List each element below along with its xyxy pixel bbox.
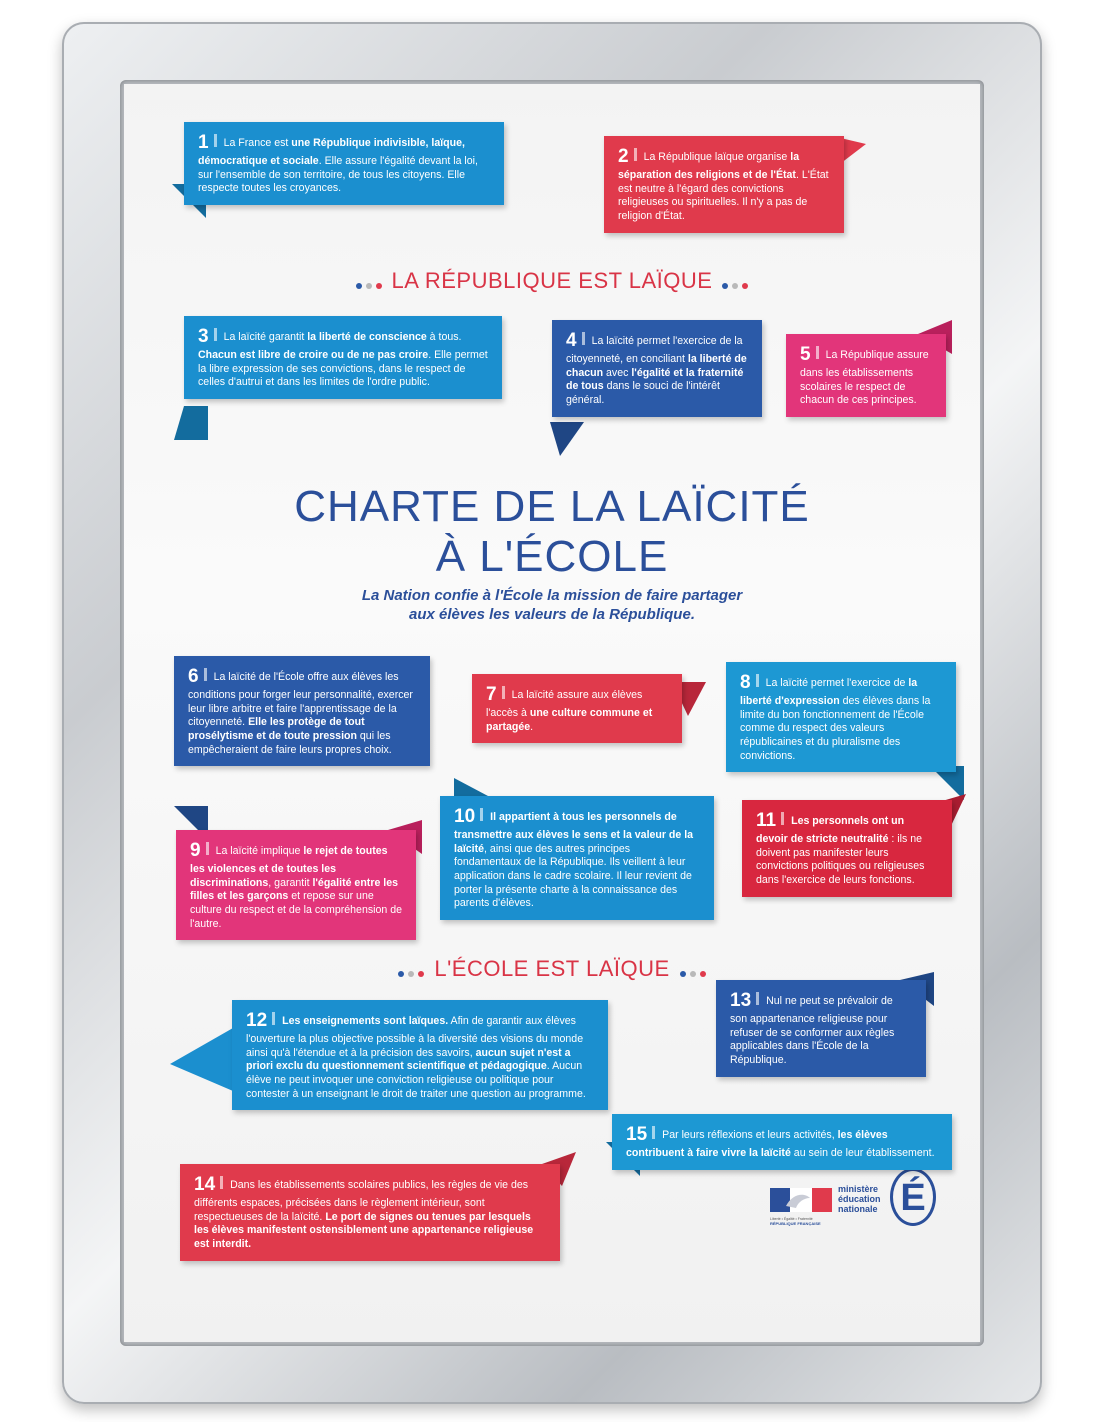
article-body xyxy=(742,800,952,897)
article-emphasis: le rejet de toutes les violences et de toutes les discriminations xyxy=(190,845,388,889)
article-text: : ils ne doivent pas manifester leurs convictions politiques ou religieuses dans l'exercice de leurs fonctions. xyxy=(756,833,925,886)
article-15 xyxy=(612,1114,952,1170)
decorative-dots xyxy=(354,269,384,295)
article-body xyxy=(552,320,762,417)
poster-frame xyxy=(62,22,1042,1404)
article-number: 4 xyxy=(566,330,577,351)
article-14 xyxy=(180,1164,560,1261)
article-1 xyxy=(184,122,504,205)
article-4 xyxy=(552,320,762,417)
article-text: . Elle assure l'égalité devant la loi, sur l'ensemble de son territoire, de tous les citoyens. Elle respecte toutes les croyances. xyxy=(198,155,478,195)
article-body xyxy=(176,830,416,940)
article-text: La laïcité de l'École offre aux élèves les conditions pour forger leur personnalité, exercer leur libre arbitre et faire l'apprentissage de la citoyenneté. xyxy=(188,671,413,729)
article-body xyxy=(612,1114,952,1170)
title-line-1: CHARTE DE LA LAÏCITÉ xyxy=(294,482,810,531)
poster-title xyxy=(124,482,980,582)
article-text: Afin de garantir aux élèves l'ouverture la plus objective possible à la diversité des visions du monde ainsi qu'à l'étendue et à la précision des savoirs, xyxy=(246,1015,584,1059)
article-text: . xyxy=(530,720,534,733)
article-2 xyxy=(604,136,844,233)
article-text: La laïcité permet l'exercice de la citoyenneté, en conciliant xyxy=(566,335,743,366)
article-number: 12 xyxy=(246,1010,268,1031)
article-number: 11 xyxy=(756,810,777,831)
article-text: , garantit xyxy=(268,876,313,889)
article-text: des élèves dans la limite du bon fonctionnement de l'École comme du respect des valeurs républicaines et du pluralisme des convictions. xyxy=(740,695,931,762)
article-9 xyxy=(176,830,416,940)
marianne-motto: Liberté • Égalité • Fraternité xyxy=(770,1217,813,1221)
decorative-dots xyxy=(720,269,750,295)
article-body xyxy=(180,1164,560,1261)
frame-mat xyxy=(120,80,984,1346)
article-emphasis: la séparation des religions et de l'État xyxy=(618,151,800,182)
article-body xyxy=(232,1000,608,1110)
article-text: , ainsi que des autres principes fondamentaux de la République. Ils veillent à leur application dans le cadre scolaire. Il leur revient de porter la présente charte à la connaissance des parents d'élèves. xyxy=(454,842,692,910)
article-number: 10 xyxy=(454,806,476,827)
ministry-line-1: ministère xyxy=(838,1184,879,1194)
article-text: La laïcité assure aux élèves l'accès à xyxy=(486,689,643,720)
article-number: 5 xyxy=(800,344,811,365)
article-number: 14 xyxy=(194,1174,216,1195)
article-3 xyxy=(184,316,502,399)
article-emphasis: une culture commune et partagée xyxy=(486,707,653,733)
article-emphasis: la liberté de conscience xyxy=(307,331,427,343)
article-12 xyxy=(232,1000,608,1110)
article-body xyxy=(604,136,844,233)
article-emphasis: l'égalité entre les filles et les garçons xyxy=(190,876,399,903)
article-5 xyxy=(786,334,946,417)
marianne-flag-icon xyxy=(770,1188,832,1212)
article-emphasis: l'égalité et la fraternité de tous xyxy=(566,366,744,393)
heading-republique xyxy=(124,268,980,295)
article-text: . Elle permet la libre expression de ses convictions, dans le respect de celles d'autrui et dans les limites de l'ordre public. xyxy=(198,349,488,389)
article-number: 2 xyxy=(618,146,629,167)
article-13 xyxy=(716,980,926,1077)
article-11 xyxy=(742,800,952,897)
article-body xyxy=(184,122,504,205)
article-number: 8 xyxy=(740,672,751,693)
article-text: La France est xyxy=(223,137,292,149)
ministry-letter: É xyxy=(900,1177,926,1219)
decorative-dots xyxy=(678,957,708,983)
ministry-text xyxy=(838,1184,881,1214)
article-text: La République assure dans les établissements scolaires le respect de chacun de ces principes. xyxy=(800,349,929,407)
article-body xyxy=(440,796,714,920)
article-text: . Aucun élève ne peut invoquer une conviction religieuse ou politique pour contester à un enseignant le droit de traiter une question au programme. xyxy=(246,1060,586,1100)
article-text: Nul ne peut se prévaloir de son appartenance religieuse pour refuser de se conformer aux règles applicables dans l'École de la République. xyxy=(730,995,895,1066)
article-body xyxy=(786,334,946,417)
article-number: 6 xyxy=(188,666,199,687)
article-number: 7 xyxy=(486,684,497,705)
article-emphasis: les élèves contribuent à faire vivre la laïcité xyxy=(626,1129,888,1160)
subtitle-line-1: La Nation confie à l'École la mission de faire partager xyxy=(361,587,743,604)
article-text: Par leurs réflexions et leurs activités, xyxy=(662,1129,838,1141)
article-text: au sein de leur établissement. xyxy=(790,1147,935,1160)
article-emphasis: Chacun est libre de croire ou de ne pas croire xyxy=(198,349,429,362)
article-text: La République laïque organise xyxy=(643,151,791,163)
article-text: dans le souci de l'intérêt général. xyxy=(566,380,720,406)
heading-text: LA RÉPUBLIQUE EST LAÏQUE xyxy=(391,268,713,293)
article-body xyxy=(716,980,926,1077)
article-emphasis: la liberté d'expression xyxy=(740,677,918,708)
marianne-name: RÉPUBLIQUE FRANÇAISE xyxy=(770,1221,821,1226)
marianne-logo xyxy=(770,1188,832,1226)
decorative-dots xyxy=(396,957,426,983)
article-6 xyxy=(174,656,430,766)
article-text: à tous. xyxy=(426,331,462,343)
article-emphasis: aucun sujet n'est a priori exclu du questionnement scientifique et pédagogique xyxy=(246,1046,571,1073)
article-text: La laïcité permet l'exercice de xyxy=(765,677,909,689)
article-text: La laïcité garantit xyxy=(223,331,308,343)
heading-text: L'ÉCOLE EST LAÏQUE xyxy=(434,956,670,981)
article-8 xyxy=(726,662,956,772)
ribbon-fold xyxy=(550,422,584,456)
poster-subtitle xyxy=(124,586,980,624)
article-emphasis: Elle les protège de tout prosélytisme et de toute pression xyxy=(188,716,365,742)
article-text: . L'État est neutre à l'égard des convictions religieuses ou spirituelles. Il n'y a pas de religion d'État. xyxy=(618,169,829,222)
article-emphasis: Il appartient à tous les personnels de transmettre aux élèves le sens et la valeur de la laïcité xyxy=(454,811,694,855)
article-text: qui les empêcheraient de faire leurs propres choix. xyxy=(188,729,392,756)
article-body xyxy=(472,674,682,743)
article-number: 9 xyxy=(190,840,201,861)
article-emphasis: la liberté de chacun xyxy=(566,353,747,379)
article-emphasis: une République indivisible, laïque, démocratique et sociale xyxy=(198,137,465,168)
ministry-line-3: nationale xyxy=(838,1204,878,1214)
article-body xyxy=(174,656,430,766)
ribbon-fold xyxy=(170,1024,240,1094)
article-10 xyxy=(440,796,714,920)
article-text: et repose sur une culture du respect et de la compréhension de l'autre. xyxy=(190,890,403,930)
article-text: avec xyxy=(603,366,632,379)
article-number: 3 xyxy=(198,326,209,347)
ministry-emblem xyxy=(890,1168,936,1226)
ministry-line-2: éducation xyxy=(838,1194,881,1204)
ribbon-fold xyxy=(174,406,208,440)
article-body xyxy=(184,316,502,399)
article-text: La laïcité implique xyxy=(215,845,304,857)
article-emphasis: Les personnels ont un devoir de stricte neutralité xyxy=(756,815,905,846)
article-number: 1 xyxy=(198,132,209,153)
article-number: 15 xyxy=(626,1124,648,1145)
title-line-2: À L'ÉCOLE xyxy=(435,532,669,581)
article-emphasis: Les enseignements sont laïques. xyxy=(282,1015,449,1027)
article-emphasis: Le port de signes ou tenues par lesquels les élèves manifestent ostensiblement une appartenance religieuse est interdit. xyxy=(194,1210,534,1250)
article-7 xyxy=(472,674,682,743)
poster xyxy=(124,84,980,1342)
subtitle-line-2: aux élèves les valeurs de la République. xyxy=(409,606,695,623)
article-body xyxy=(726,662,956,772)
article-number: 13 xyxy=(730,990,752,1011)
article-text: Dans les établissements scolaires publics, les règles de vie des différents espaces, précisées dans le règlement intérieur, sont respectueuses de la laïcité. xyxy=(194,1179,529,1223)
